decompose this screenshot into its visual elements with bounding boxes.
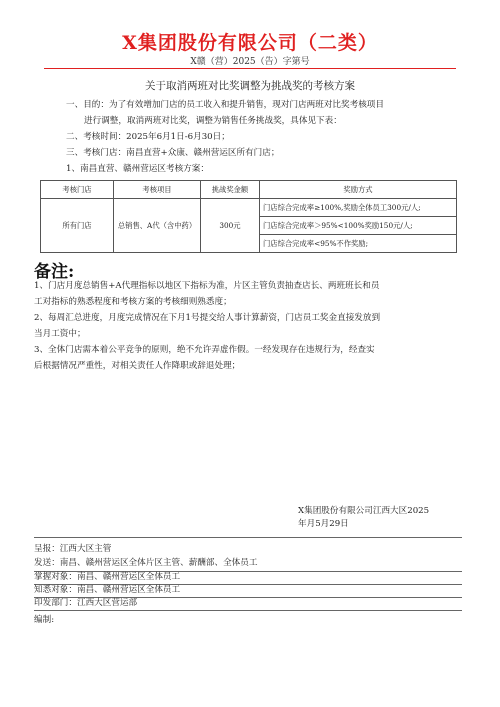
section-purpose-continued: 进行调整，取消两班对比奖，调整为销售任务挑战奖，具体见下表：	[84, 116, 342, 126]
header-reward: 奖励方式	[260, 181, 457, 199]
note-item: 工对指标的熟悉程度和考核方案的考核细则熟悉度；	[34, 297, 232, 307]
note-item: 当月工资中；	[34, 329, 86, 339]
note-item: 3、全体门店需本着公平竞争的原则，绝不允许弄虚作假。一经发现存在违规行为，经查实	[34, 345, 375, 355]
section-plan-heading: 1、南昌直营、赣州营运区考核方案：	[66, 164, 209, 174]
distribution-submit: 呈报：江西大区主管	[34, 544, 112, 554]
header-store: 考核门店	[41, 181, 114, 199]
header-divider	[44, 68, 456, 69]
note-item: 后根据情况严重性，对相关责任人作降职或辞退处理；	[34, 361, 241, 371]
distribution-editor: 编制:	[34, 615, 55, 625]
divider	[34, 537, 462, 538]
notes-title: 备注:	[34, 262, 75, 282]
document-number: X赣（营）2025（告）字第号	[190, 57, 310, 67]
header-item: 考核项目	[114, 181, 201, 199]
distribution-notify: 知悉对象：南昌、赣州营运区全体员工	[34, 585, 181, 595]
signature-date: 年月5月29日	[298, 519, 349, 529]
cell-reward-tier-3: 门店综合完成率<95%不作奖励;	[260, 235, 457, 253]
distribution-send: 发送：南昌、赣州营运区全体片区主管、薪酬部、全体员工	[34, 558, 258, 568]
section-purpose: 一、目的：为了有效增加门店的员工收入和提升销售，现对门店两班对比奖考核项目	[66, 100, 384, 110]
assessment-table	[40, 180, 457, 253]
distribution-issuer: 印发部门：江西大区营运部	[34, 598, 138, 608]
cell-reward-tier-1: 门店综合完成率≥100%,奖励全体员工300元/人;	[260, 199, 457, 217]
table-header-row	[41, 181, 457, 199]
signature-company: X集团股份有限公司江西大区2025	[298, 506, 430, 516]
note-item: 2、每周汇总进度，月度完成情况在下月1号提交给人事计算薪资，门店员工奖金直接发放到	[34, 313, 381, 323]
cell-item: 总销售、A代（含中药）	[114, 199, 201, 253]
table-row	[41, 199, 457, 217]
cell-store: 所有门店	[41, 199, 114, 253]
cell-amount: 300元	[201, 199, 260, 253]
divider	[34, 610, 462, 611]
section-stores: 三、考核门店：南昌直营+众康、赣州营运区所有门店；	[66, 148, 280, 158]
note-item: 1、门店月度总销售+A代理指标以地区下指标为准，片区主管负责抽查店长、两班班长和员	[34, 281, 380, 291]
section-period: 二、考核时间：2025年6月1日-6月30日；	[66, 132, 230, 142]
company-title: X集团股份有限公司（二类）	[122, 32, 378, 54]
distribution-grasp: 掌握对象：南昌、赣州营运区全体员工	[34, 572, 181, 582]
document-subject: 关于取消两班对比奖调整为挑战奖的考核方案	[145, 80, 355, 92]
cell-reward-tier-2: 门店综合完成率＞95%<100%奖励150元/人;	[260, 217, 457, 235]
header-amount: 挑战奖金额	[201, 181, 260, 199]
